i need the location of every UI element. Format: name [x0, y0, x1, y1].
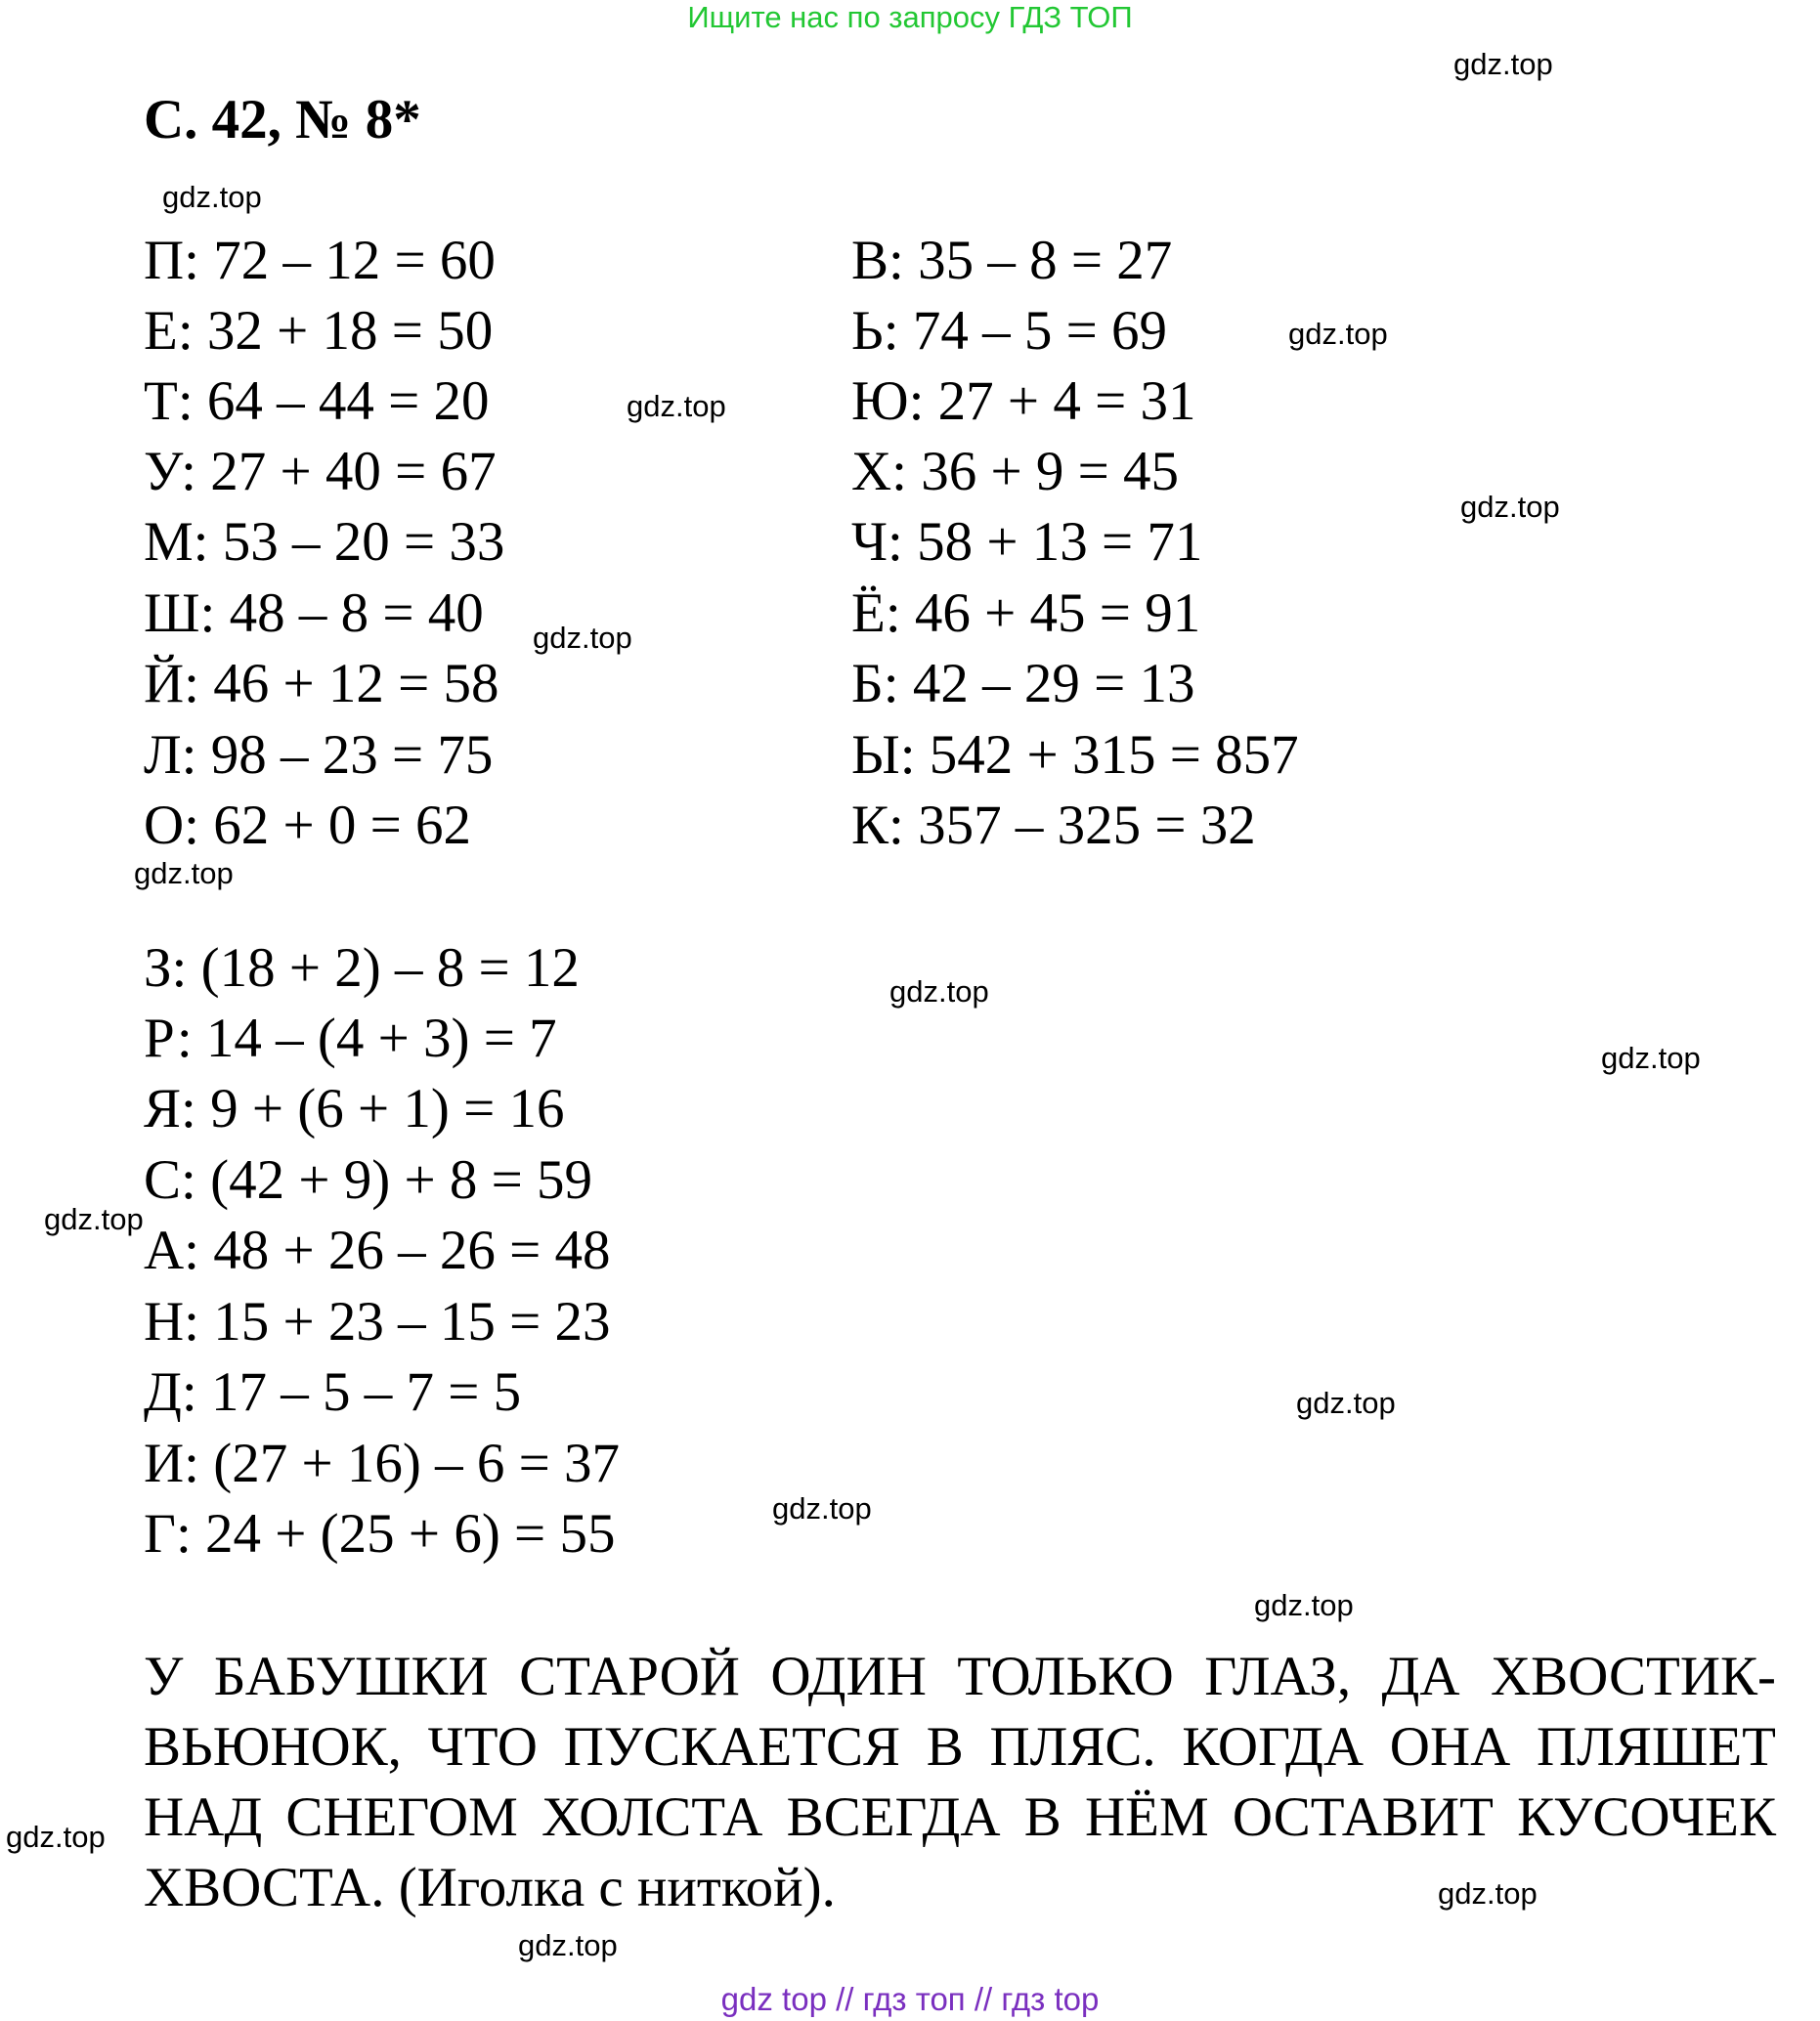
right-equation-5: Ч: 58 + 13 = 71	[851, 511, 1203, 573]
right-equation-9: К: 357 – 325 = 32	[851, 795, 1256, 856]
right-equation-1: В: 35 – 8 = 27	[851, 230, 1173, 291]
watermark: gdz.top	[627, 389, 726, 423]
bracket-equation-2: Р: 14 – (4 + 3) = 7	[144, 1008, 557, 1069]
search-banner: Ищите нас по запросу ГДЗ ТОП	[687, 0, 1133, 34]
bracket-equation-5: А: 48 + 26 – 26 = 48	[144, 1220, 611, 1281]
footer-links: gdz top // гдз топ // гдз top	[720, 1981, 1100, 2017]
watermark: gdz.top	[518, 1928, 618, 1962]
left-equation-1: П: 72 – 12 = 60	[144, 230, 496, 291]
watermark: gdz.top	[1460, 490, 1560, 524]
bracket-equation-6: Н: 15 + 23 – 15 = 23	[144, 1291, 611, 1353]
left-equation-3: Т: 64 – 44 = 20	[144, 370, 490, 432]
page-title: С. 42, № 8*	[144, 89, 421, 150]
bracket-equation-1: З: (18 + 2) – 8 = 12	[144, 937, 580, 999]
watermark: gdz.top	[772, 1491, 872, 1526]
riddle-line-2: ВЬЮНОК, ЧТО ПУСКАЕТСЯ В ПЛЯС. КОГДА ОНА ПЛЯШЕТ	[144, 1716, 1776, 1778]
watermark: gdz.top	[1254, 1588, 1354, 1622]
riddle-line-3: НАД СНЕГОМ ХОЛСТА ВСЕГДА В НЁМ ОСТАВИТ КУСОЧЕК	[144, 1786, 1776, 1848]
left-equation-7: Й: 46 + 12 = 58	[144, 653, 499, 714]
watermark: gdz.top	[889, 974, 989, 1009]
watermark: gdz.top	[6, 1820, 106, 1854]
bracket-equation-7: Д: 17 – 5 – 7 = 5	[144, 1361, 522, 1423]
watermark: gdz.top	[1296, 1386, 1396, 1420]
left-equation-9: О: 62 + 0 = 62	[144, 795, 472, 856]
left-equation-5: М: 53 – 20 = 33	[144, 511, 505, 573]
watermark: gdz.top	[44, 1202, 144, 1236]
right-equation-3: Ю: 27 + 4 = 31	[851, 370, 1196, 432]
riddle-line-1: У БАБУШКИ СТАРОЙ ОДИН ТОЛЬКО ГЛАЗ, ДА ХВОСТИК-	[144, 1646, 1776, 1707]
left-equation-8: Л: 98 – 23 = 75	[144, 724, 494, 786]
left-equation-6: Ш: 48 – 8 = 40	[144, 582, 484, 644]
right-equation-8: Ы: 542 + 315 = 857	[851, 724, 1299, 786]
watermark: gdz.top	[533, 621, 632, 655]
watermark: gdz.top	[1453, 47, 1553, 81]
bracket-equation-3: Я: 9 + (6 + 1) = 16	[144, 1078, 565, 1140]
bracket-equation-4: С: (42 + 9) + 8 = 59	[144, 1149, 593, 1211]
watermark: gdz.top	[162, 180, 262, 214]
right-equation-7: Б: 42 – 29 = 13	[851, 653, 1195, 714]
right-equation-4: Х: 36 + 9 = 45	[851, 441, 1180, 502]
bracket-equation-8: И: (27 + 16) – 6 = 37	[144, 1433, 621, 1494]
watermark: gdz.top	[1601, 1041, 1701, 1075]
left-equation-2: Е: 32 + 18 = 50	[144, 300, 494, 362]
watermark: gdz.top	[134, 856, 234, 890]
right-equation-6: Ё: 46 + 45 = 91	[851, 582, 1201, 644]
left-equation-4: У: 27 + 40 = 67	[144, 441, 497, 502]
watermark: gdz.top	[1438, 1876, 1538, 1911]
riddle-line-4: ХВОСТА. (Иголка с ниткой).	[144, 1857, 836, 1918]
bracket-equation-9: Г: 24 + (25 + 6) = 55	[144, 1503, 616, 1565]
watermark: gdz.top	[1288, 317, 1388, 351]
right-equation-2: Ь: 74 – 5 = 69	[851, 300, 1167, 362]
